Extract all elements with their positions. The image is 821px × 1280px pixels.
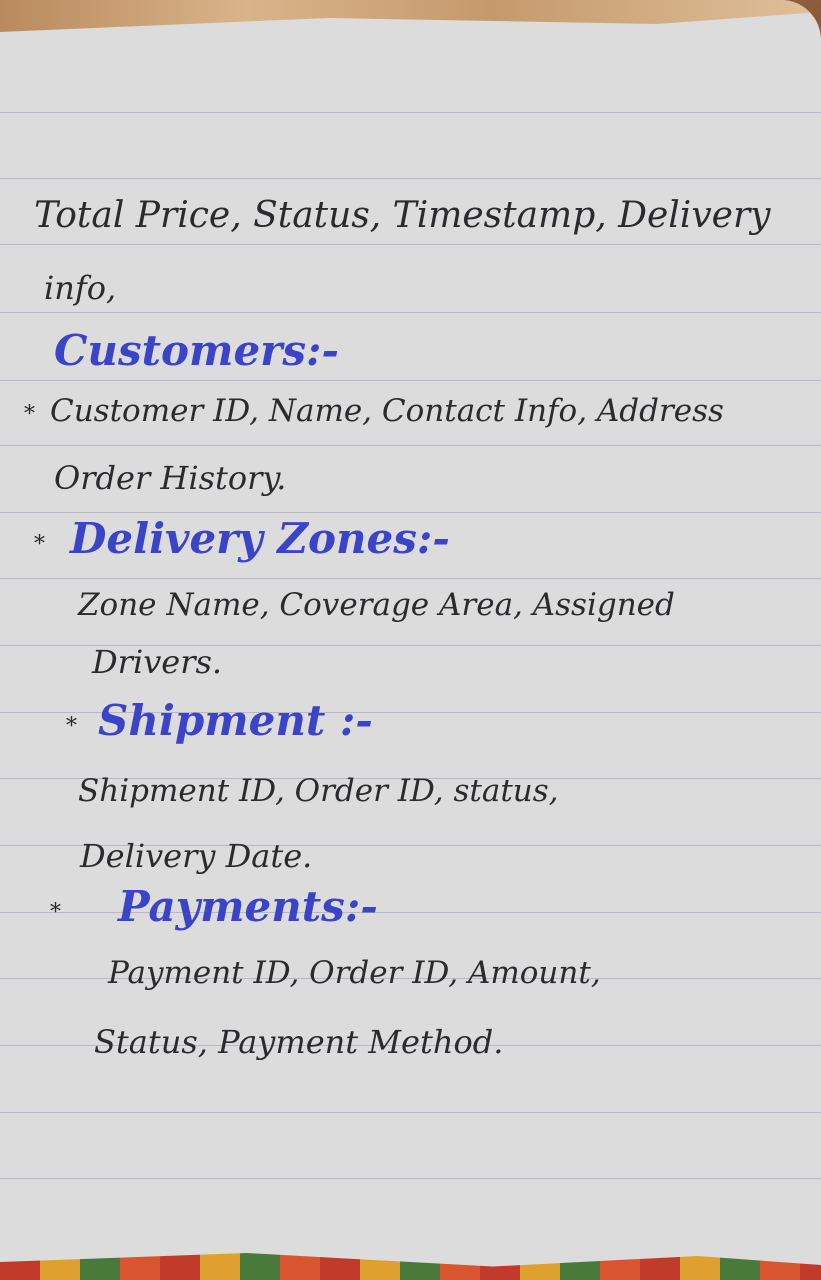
bullet-star-icon: * (24, 402, 35, 427)
ruled-line (0, 244, 821, 245)
delivery-zones-line2: Drivers. (92, 643, 223, 681)
fabric-background-bottom (0, 1250, 821, 1280)
customers-heading: Customers:- (54, 326, 339, 375)
ruled-line (0, 1178, 821, 1179)
shipment-heading: Shipment :- (98, 696, 373, 745)
ruled-line (0, 380, 821, 381)
customers-line1: Customer ID, Name, Contact Info, Address (50, 393, 724, 429)
ruled-line (0, 1112, 821, 1113)
payments-line1: Payment ID, Order ID, Amount, (108, 955, 601, 991)
ruled-line (0, 312, 821, 313)
bullet-star-icon: * (50, 900, 61, 925)
bullet-star-icon: * (66, 714, 77, 739)
bullet-star-icon: * (34, 532, 45, 557)
payments-heading: Payments:- (118, 882, 378, 931)
customers-line2: Order History. (54, 459, 287, 497)
delivery-zones-heading: Delivery Zones:- (70, 514, 450, 563)
order-fields-line1: Total Price, Status, Timestamp, Delivery (34, 195, 771, 236)
delivery-zones-line1: Zone Name, Coverage Area, Assigned (78, 587, 675, 623)
shipment-line2: Delivery Date. (80, 837, 313, 875)
shipment-line1: Shipment ID, Order ID, status, (78, 773, 559, 809)
payments-line2: Status, Payment Method. (94, 1023, 504, 1061)
order-fields-line2: info, (44, 269, 117, 307)
ruled-line (0, 512, 821, 513)
ruled-line (0, 112, 821, 113)
ruled-line (0, 445, 821, 446)
ruled-line (0, 578, 821, 579)
fabric-background-top (0, 0, 821, 40)
ruled-line (0, 178, 821, 179)
